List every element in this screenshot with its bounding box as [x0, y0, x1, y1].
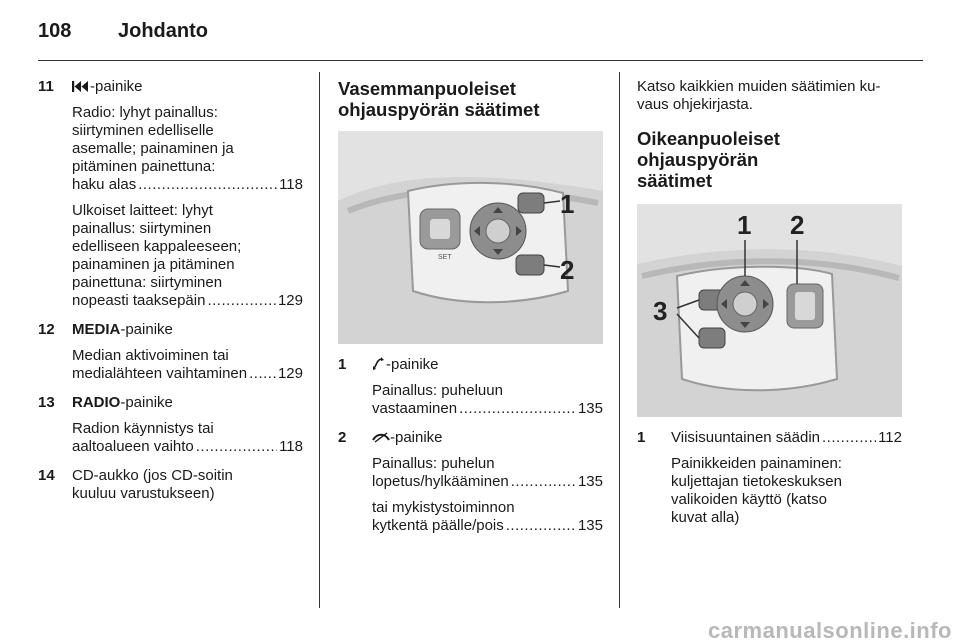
item-number: 13: [38, 394, 55, 411]
text-line: painallus: siirtyminen: [72, 220, 212, 237]
watermark: carmanualsonline.info: [708, 618, 952, 643]
text-line: Ulkoiset laitteet: lyhyt: [72, 202, 213, 219]
middle-item-1: [338, 356, 603, 418]
text-line: kuvat alla): [671, 509, 740, 526]
chapter-title: Johdanto: [118, 20, 208, 42]
text-line: kuljettajan tietokeskuksen: [671, 473, 842, 490]
item-number: 11: [38, 78, 54, 95]
page-reference: [372, 473, 603, 491]
right-item-1-desc: [671, 455, 902, 527]
page-reference: [72, 176, 303, 194]
item-title: [372, 356, 603, 374]
toc-text: vastaaminen: [372, 400, 458, 417]
leader-dots: [822, 429, 876, 447]
left-column: [38, 78, 303, 503]
leader-dots: [459, 400, 576, 418]
toc-text: aaltoalueen vaihto: [72, 438, 194, 455]
item-14: [38, 467, 303, 503]
section-heading: [338, 78, 603, 120]
toc-text: Viisisuuntainen säädin: [671, 429, 820, 446]
steering-wheel-illustration: [338, 131, 603, 344]
toc-page: 129: [277, 365, 303, 382]
text-line: CD-aukko (jos CD-soitin: [72, 467, 233, 484]
item-suffix: -painike: [386, 356, 439, 373]
steering-wheel-illustration: [637, 204, 902, 417]
toc-text: medialähteen vaihtaminen: [72, 365, 248, 382]
page-reference: [372, 517, 603, 535]
page-reference: [72, 438, 303, 456]
text-line: pitäminen painettuna:: [72, 158, 216, 175]
callout-3: 3: [653, 296, 668, 326]
text-line: siirtyminen edelliselle: [72, 122, 214, 139]
item-number: 2: [338, 429, 347, 446]
item-suffix: -painike: [390, 429, 443, 446]
text-line: asemalle; painaminen ja: [72, 140, 234, 157]
page-reference: [72, 292, 303, 310]
callout-1: 1: [560, 189, 575, 219]
text-line: Painallus: puheluun: [372, 382, 503, 399]
item-suffix: -painike: [90, 78, 143, 95]
item-number: 1: [338, 356, 347, 373]
item-11: [38, 78, 303, 310]
text-line: Radion käynnistys tai: [72, 420, 214, 437]
toc-page: 112: [878, 429, 902, 446]
item-title: [72, 394, 303, 412]
item-number: 12: [38, 321, 55, 338]
middle-column: [338, 78, 603, 535]
phone-answer-icon: [372, 357, 386, 370]
heading-line: säätimet: [637, 170, 713, 191]
item-suffix: -painike: [120, 321, 173, 338]
toc-text: haku alas: [72, 176, 137, 193]
left-steering-controls-image: [338, 131, 603, 344]
toc-page: 118: [279, 176, 303, 193]
callout-1: 1: [737, 210, 752, 240]
item-13-desc: [72, 420, 303, 456]
text-line: edelliseen kappaleeseen;: [72, 238, 242, 255]
item-12: [38, 321, 303, 383]
right-item-1: [637, 429, 902, 527]
text-line: vaus ohjekirjasta.: [637, 96, 753, 113]
text-line: Painallus: puhelun: [372, 455, 495, 472]
leader-dots: [138, 176, 277, 194]
text-line: valikoiden käyttö (katso: [671, 491, 827, 508]
leader-dots: [249, 365, 276, 383]
item-title: [372, 429, 603, 447]
right-column: [637, 78, 902, 527]
item-11-radio-desc: [72, 104, 303, 194]
toc-page: 118: [279, 438, 303, 455]
intro-text: [637, 78, 902, 114]
section-heading: [637, 128, 902, 191]
button-name: MEDIA: [72, 321, 121, 338]
text-line: painaminen ja pitäminen: [72, 256, 235, 273]
column-divider-1: [319, 72, 320, 608]
middle-item-2-desc-2: [372, 499, 603, 535]
leader-dots: [506, 517, 576, 535]
page-reference: [671, 429, 902, 447]
toc-page: 129: [277, 292, 303, 309]
toc-page: 135: [577, 473, 603, 490]
heading-line: Vasemmanpuoleiset: [338, 78, 516, 99]
item-suffix: -painike: [120, 394, 173, 411]
page-reference: [72, 365, 303, 383]
text-line: Median aktivoiminen tai: [72, 347, 229, 364]
svg-text:SET: SET: [438, 254, 452, 261]
text-line: kuuluu varustukseen): [72, 485, 215, 502]
text-line: Katso kaikkien muiden säätimien ku-: [637, 78, 881, 95]
text-line: tai mykistystoiminnon: [372, 499, 515, 516]
text-line: Painikkeiden painaminen:: [671, 455, 842, 472]
toc-text: nopeasti taaksepäin: [72, 292, 206, 309]
toc-page: 135: [577, 400, 603, 417]
toc-page: 135: [577, 517, 603, 534]
leader-dots: [207, 292, 276, 310]
item-title: [72, 321, 303, 339]
page-reference: [372, 400, 603, 418]
column-divider-2: [619, 72, 620, 608]
text-line: painettuna: siirtyminen: [72, 274, 223, 291]
middle-item-2: [338, 429, 603, 535]
leader-dots: [511, 473, 576, 491]
skip-back-icon: [72, 81, 90, 92]
phone-hangup-icon: [372, 432, 390, 443]
callout-2: 2: [560, 255, 575, 285]
heading-line: Oikeanpuoleiset ohjauspyörän: [637, 128, 780, 170]
middle-item-2-desc-1: [372, 455, 603, 491]
leader-dots: [196, 438, 277, 456]
button-name: RADIO: [72, 394, 121, 411]
item-13: [38, 394, 303, 456]
page-number: 108: [38, 20, 72, 42]
item-12-desc: [72, 347, 303, 383]
item-11-external-desc: [72, 202, 303, 310]
right-steering-controls-image: [637, 204, 902, 417]
toc-text: kytkentä päälle/pois: [372, 517, 504, 534]
callout-2: 2: [790, 210, 805, 240]
middle-item-1-desc: [372, 382, 603, 418]
page-header: [38, 20, 923, 61]
text-line: Radio: lyhyt painallus:: [72, 104, 218, 121]
item-number: 14: [38, 467, 55, 484]
toc-text: lopetus/hylkääminen: [372, 473, 509, 490]
item-title: [72, 78, 303, 96]
heading-line: ohjauspyörän säätimet: [338, 99, 540, 120]
item-number: 1: [637, 429, 646, 446]
